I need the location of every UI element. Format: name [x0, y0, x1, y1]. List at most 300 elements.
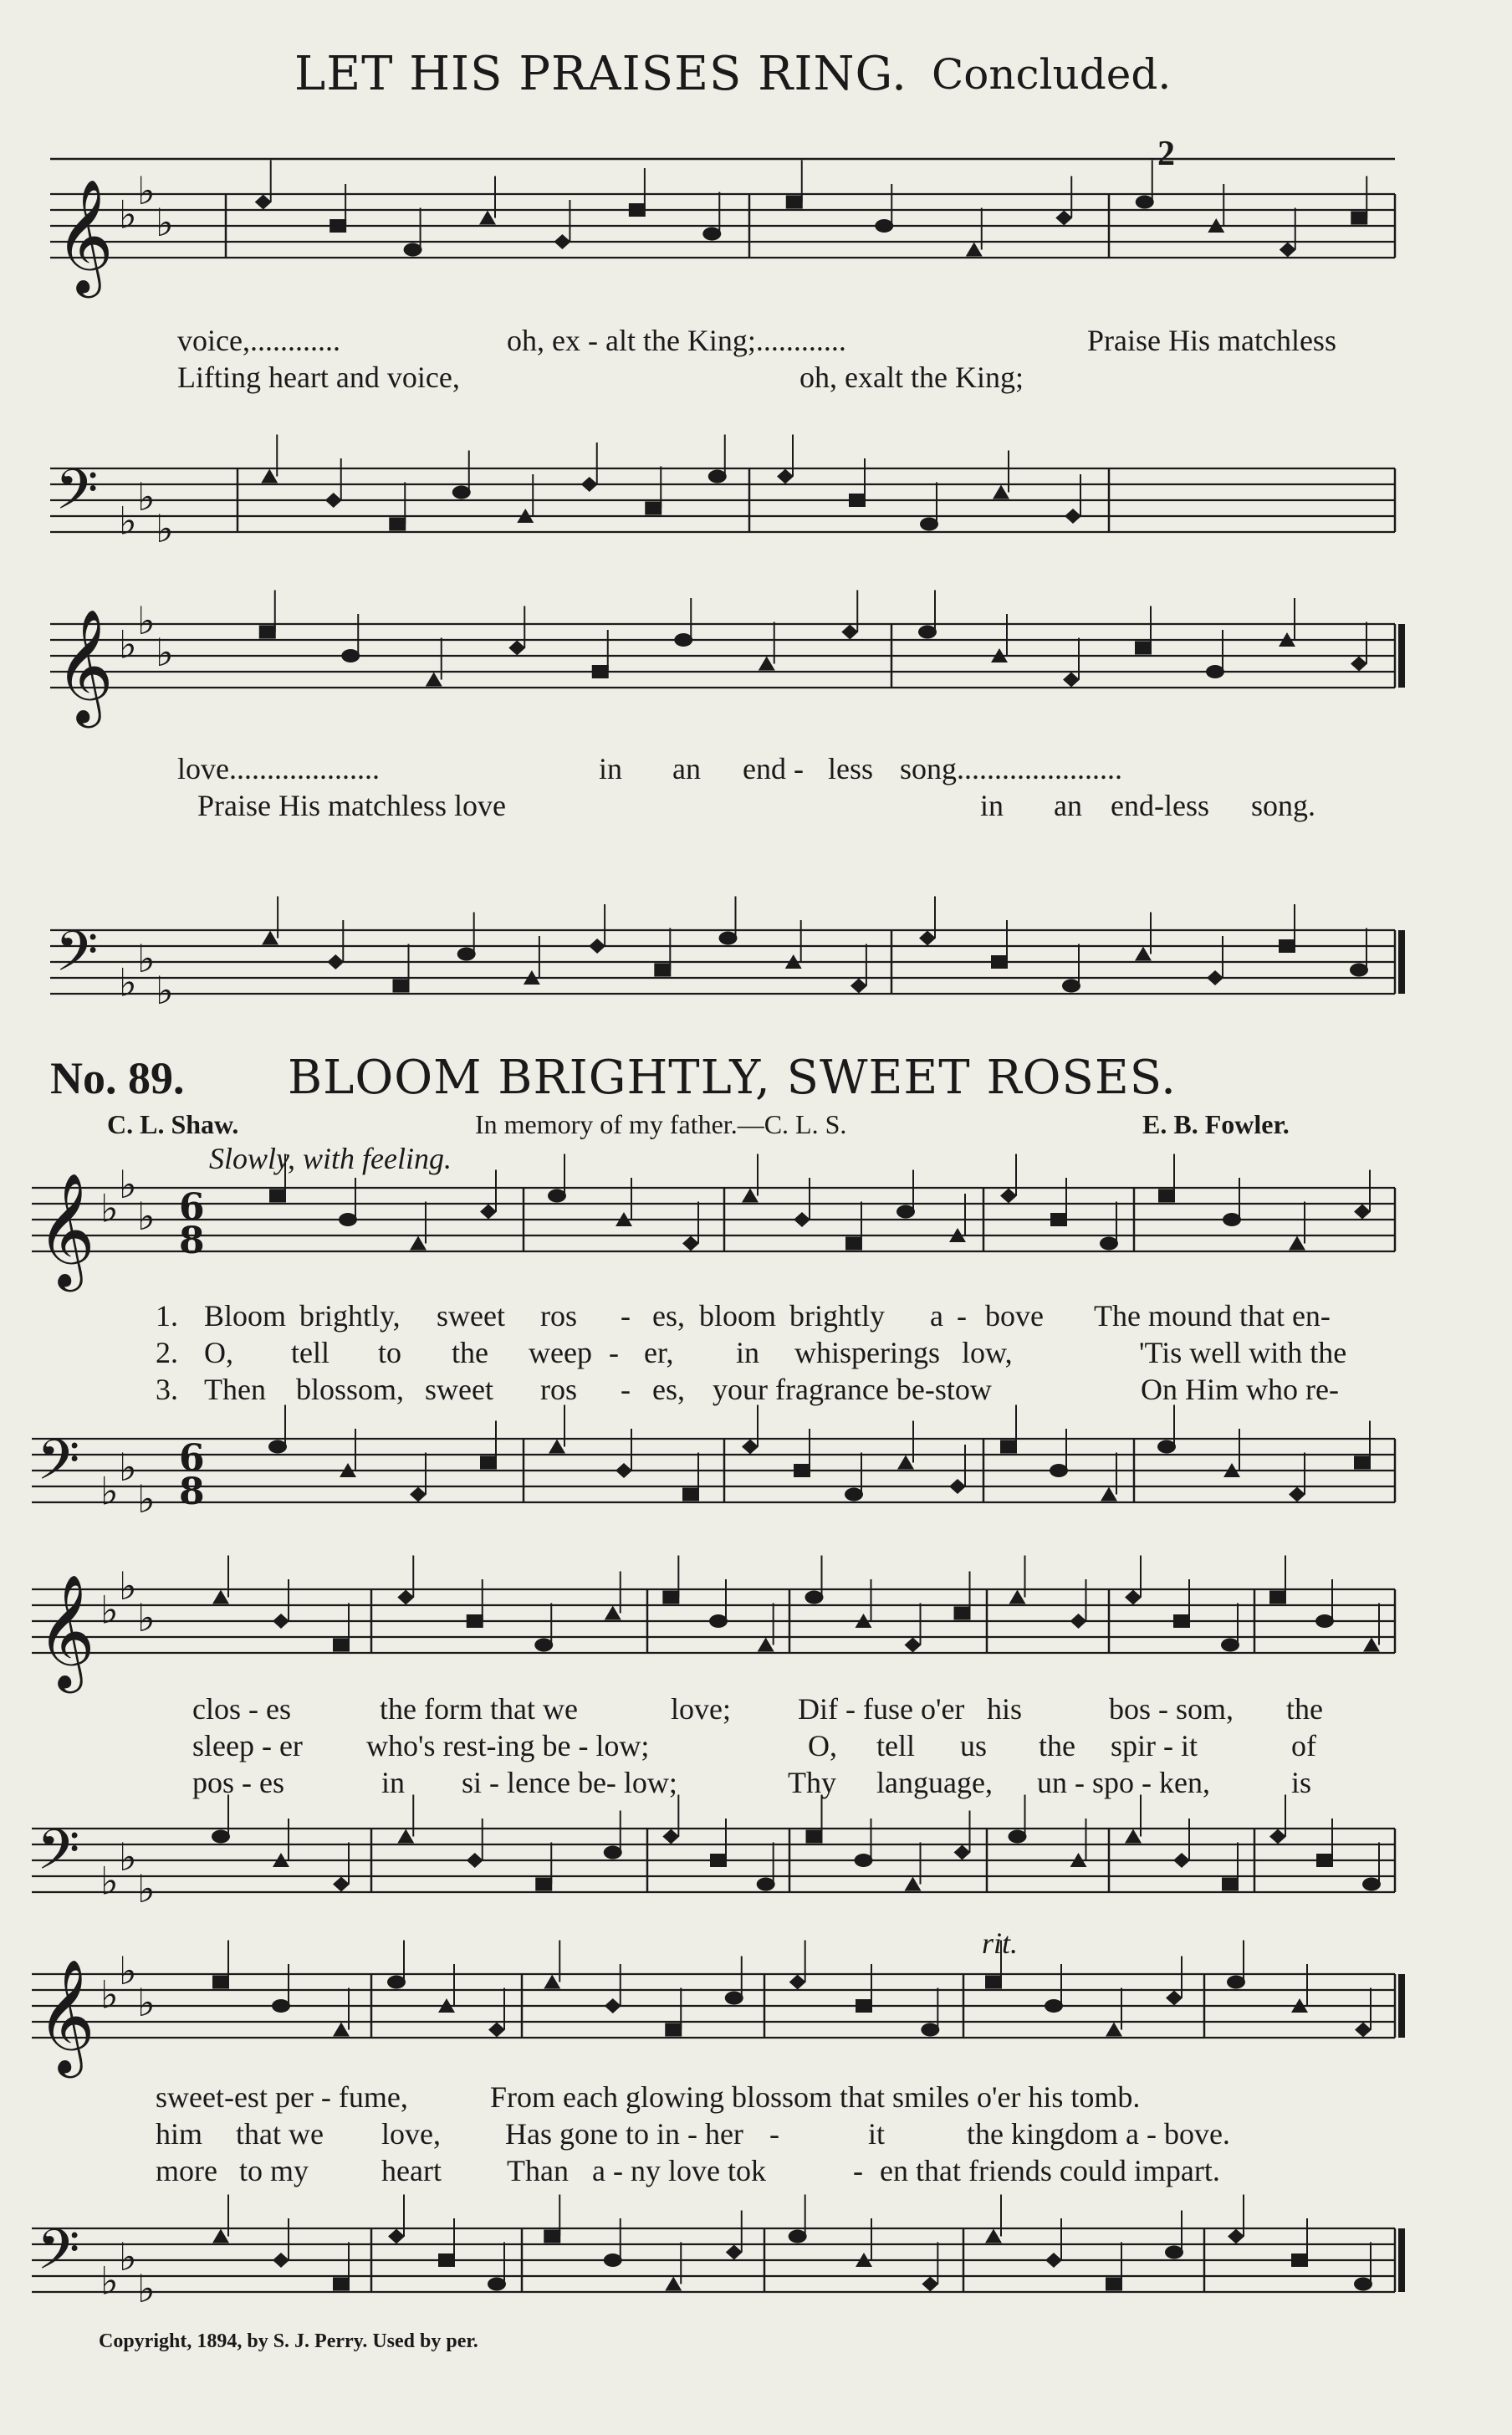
shape-note-la [329, 219, 346, 233]
flat-icon: ♭ [156, 968, 174, 1013]
lyric-word: in [980, 789, 1004, 822]
flat-icon: ♭ [100, 1185, 119, 1231]
treble-staff [50, 168, 1395, 298]
flat-icon: ♭ [137, 1194, 156, 1239]
lyric-word: Lifting heart and voice, [177, 361, 460, 394]
shape-note-fa [1009, 1590, 1026, 1604]
flat-icon: ♭ [119, 2234, 137, 2279]
flat-icon: ♭ [119, 1834, 137, 1880]
lyric-word: Praise His matchless love [197, 789, 506, 822]
shape-note-la [1135, 642, 1152, 655]
lyric-word: pos - es [192, 1766, 284, 1799]
shape-note-la [333, 2278, 350, 2291]
shape-note-sol [1050, 1464, 1068, 1477]
lyric-word: the [1039, 1729, 1075, 1762]
lyric-word: Then [204, 1373, 266, 1406]
shape-note-sol [1062, 980, 1080, 993]
time-signature-bottom: 8 [179, 1220, 205, 1262]
shape-note-sol [1165, 2246, 1183, 2259]
shape-note-mi [410, 1487, 427, 1502]
shape-note-sol [548, 1189, 566, 1203]
shape-note-sol [1157, 1440, 1176, 1454]
lyric-word: en that friends could impart. [880, 2154, 1220, 2187]
treble-clef-icon: 𝄞 [37, 1957, 95, 2073]
shape-note-mi [1063, 673, 1080, 688]
lyric-word: more [156, 2154, 217, 2187]
shape-note-fa [993, 485, 1009, 499]
shape-note-mi [777, 469, 794, 484]
shape-note-mi [616, 1463, 632, 1478]
lyric-word: sweet-est per - fume, [156, 2080, 408, 2114]
shape-note-fa [1101, 1487, 1117, 1501]
lyric-word: who's rest-ing be - low; [366, 1729, 650, 1762]
flat-icon: ♭ [119, 1162, 137, 1207]
shape-note-fa [742, 1189, 759, 1203]
shape-note-la [467, 1614, 483, 1628]
shape-note-sol [604, 1846, 622, 1860]
shape-note-sol [1009, 1830, 1027, 1844]
flat-icon: ♭ [137, 936, 156, 981]
shape-note-mi [333, 1877, 350, 1892]
shape-note-mi [397, 1590, 414, 1605]
final-barline [1398, 2228, 1405, 2292]
lyric-word: tell [291, 1336, 329, 1369]
shape-note-mi [922, 2277, 938, 2292]
lyric-word: in [599, 752, 623, 785]
lyric-word: oh, ex - alt the King;............ [507, 324, 846, 357]
flat-icon: ♭ [100, 1972, 119, 2018]
treble-staff [32, 1563, 1395, 1693]
shape-note-la [438, 2253, 455, 2267]
shape-note-la [1316, 1854, 1333, 1867]
shape-note-fa [1135, 947, 1152, 961]
flat-icon: ♭ [100, 1587, 119, 1633]
flat-icon: ♭ [156, 630, 174, 675]
flat-icon: ♭ [137, 1980, 156, 2025]
shape-note-mi [480, 1205, 497, 1220]
shape-note-mi [605, 1998, 621, 2013]
shape-note-fa [1363, 1638, 1380, 1652]
flat-icon: ♭ [137, 1866, 156, 1911]
lyric-word: sweet [425, 1373, 493, 1406]
flat-icon: ♭ [100, 2258, 119, 2304]
shape-note-fa [426, 673, 442, 687]
shape-note-mi [581, 477, 598, 492]
shape-note-sol [757, 1878, 775, 1891]
shape-note-sol [212, 1830, 230, 1844]
flat-icon: ♭ [137, 2266, 156, 2311]
flat-icon: ♭ [156, 200, 174, 245]
shape-note-sol [268, 1440, 287, 1454]
lyric-word: his [987, 1692, 1023, 1726]
lyric-word: song...................... [900, 752, 1123, 785]
flat-icon: ♭ [119, 622, 137, 668]
shape-note-sol [674, 633, 692, 647]
flat-icon: ♭ [137, 1476, 156, 1522]
shape-note-fa [544, 1975, 560, 1989]
shape-note-sol [845, 1488, 863, 1501]
flat-icon: ♭ [100, 1858, 119, 1904]
lyric-word: sweet [437, 1299, 505, 1333]
shape-note-fa [1106, 2023, 1122, 2037]
shape-note-la [535, 1878, 552, 1891]
lyric-word: language, [876, 1766, 993, 1799]
flat-icon: ♭ [137, 598, 156, 643]
flat-icon: ♭ [137, 474, 156, 519]
shape-note-mi [1045, 2253, 1062, 2268]
shape-note-mi [589, 939, 605, 954]
shape-note-sol [896, 1205, 915, 1219]
bass-staff [32, 1428, 1395, 1522]
lyric-word: O, [204, 1336, 233, 1369]
lyric-word: - [769, 2117, 779, 2151]
flat-icon: ♭ [137, 1595, 156, 1640]
shape-note-mi [841, 625, 858, 640]
shape-note-la [849, 494, 866, 507]
shape-note-fa [261, 469, 278, 483]
lyric-word: love, [381, 2117, 441, 2151]
hymn-title: BLOOM BRIGHTLY, SWEET ROSES. [288, 1051, 1177, 1105]
shape-note-la [480, 1456, 497, 1470]
shape-note-sol [452, 486, 471, 499]
shape-note-sol [702, 228, 721, 241]
shape-note-la [393, 980, 410, 993]
treble-clef-icon: 𝄞 [37, 1573, 95, 1688]
treble-clef-icon: 𝄞 [55, 607, 114, 723]
shape-note-sol [604, 2253, 622, 2267]
flat-icon: ♭ [119, 1563, 137, 1609]
lyric-word: si - lence be- low; [462, 1766, 677, 1799]
lyric-word: - [621, 1299, 631, 1333]
flat-icon: ♭ [156, 506, 174, 551]
shape-note-mi [1228, 2229, 1244, 2244]
shape-note-la [665, 2023, 682, 2037]
lyric-word: end-less [1111, 789, 1209, 822]
shape-note-sol [1227, 1976, 1245, 1989]
shape-note-fa [262, 931, 278, 945]
shape-note-mi [554, 234, 570, 249]
shape-note-la [1269, 1591, 1286, 1604]
composer-credit: E. B. Fowler. [1142, 1109, 1290, 1139]
lyric-word: Than [507, 2154, 569, 2187]
lyric-word: him [156, 2117, 203, 2151]
shape-note-la [1050, 1213, 1067, 1226]
verse-number: 2. [156, 1336, 178, 1369]
shape-note-mi [1055, 211, 1072, 226]
lyric-word: - [853, 2154, 863, 2187]
shape-note-fa [665, 2277, 682, 2291]
shape-note-sol [488, 2278, 506, 2291]
shape-note-la [645, 502, 662, 515]
lyric-word: Has gone to in - her [505, 2117, 743, 2151]
lyric-word: ros [540, 1373, 577, 1406]
flat-icon: ♭ [119, 959, 137, 1005]
lyric-word: 'Tis well with the [1139, 1336, 1347, 1369]
shape-note-la [544, 2230, 560, 2243]
bass-clef-icon: 𝄢 [55, 919, 99, 997]
shape-note-mi [742, 1440, 759, 1455]
shape-note-mi [919, 931, 936, 946]
shape-note-fa [985, 2229, 1002, 2243]
shape-note-sol [1362, 1878, 1381, 1891]
lyric-word: a - ny love tok [592, 2154, 766, 2187]
lyric-word: O, [808, 1729, 837, 1762]
shape-note-fa [758, 1638, 774, 1652]
page-header-continued: Concluded. [932, 50, 1172, 99]
final-barline [1398, 624, 1405, 688]
shape-note-sol [1354, 2278, 1372, 2291]
shape-note-la [629, 203, 646, 217]
lyric-word: end - [743, 752, 804, 785]
shape-note-la [654, 964, 671, 977]
shape-note-mi [1000, 1189, 1017, 1204]
bass-clef-icon: 𝄢 [37, 1428, 80, 1506]
lyric-word: es, [652, 1373, 685, 1406]
shape-note-mi [905, 1638, 922, 1653]
lyric-word: song. [1251, 789, 1316, 822]
shape-note-fa [549, 1440, 565, 1454]
shape-note-la [954, 1607, 971, 1620]
lyric-word: in [736, 1336, 760, 1369]
shape-note-fa [410, 1236, 427, 1251]
shape-note-mi [273, 1614, 289, 1629]
shape-note-fa [1125, 1829, 1142, 1844]
ritardando-marking: rit. [982, 1926, 1019, 1960]
shape-note-sol [339, 1213, 357, 1226]
lyric-word: er, [644, 1336, 674, 1369]
lyric-word: clos - es [192, 1692, 291, 1726]
shape-note-sol [1100, 1237, 1118, 1251]
shape-note-mi [467, 1853, 483, 1868]
flat-icon: ♭ [119, 498, 137, 544]
shape-note-la [806, 1830, 823, 1844]
lyric-word: sleep - er [192, 1729, 303, 1762]
lyric-word: Thy [788, 1766, 836, 1799]
shape-note-mi [1065, 509, 1081, 524]
shape-note-mi [682, 1236, 699, 1251]
lyric-word: whisperings [794, 1336, 940, 1369]
shape-note-la [212, 1976, 229, 1989]
lyric-word: it [868, 2117, 886, 2151]
shape-note-la [333, 1639, 350, 1652]
shape-note-fa [966, 243, 983, 257]
bass-clef-icon: 𝄢 [37, 2218, 80, 2295]
shape-note-la [1354, 1456, 1371, 1470]
shape-note-mi [508, 641, 525, 656]
shape-note-sol [1223, 1213, 1241, 1226]
shape-note-sol [805, 1591, 824, 1604]
shape-note-sol [404, 243, 422, 257]
lyric-word: the [452, 1336, 488, 1369]
shape-note-la [1000, 1440, 1017, 1454]
shape-note-sol [719, 932, 738, 945]
verse-number: 3. [156, 1373, 178, 1406]
shape-note-fa [759, 657, 775, 671]
lyric-word: The mound that en- [1094, 1299, 1331, 1333]
lyric-word: in [381, 1766, 406, 1799]
final-barline [1398, 930, 1405, 994]
shape-note-mi [273, 2253, 289, 2268]
shape-note-sol [789, 2230, 807, 2243]
lyric-word: Praise His matchless [1087, 324, 1336, 357]
lyric-word: a [930, 1299, 943, 1333]
flat-icon: ♭ [100, 1468, 119, 1514]
flat-icon: ♭ [137, 168, 156, 213]
lyric-word: Dif - fuse o'er [798, 1692, 965, 1726]
shape-note-fa [605, 1606, 621, 1620]
shape-note-fa [905, 1877, 922, 1891]
copyright-notice: Copyright, 1894, by S. J. Perry. Used by per. [99, 2330, 478, 2352]
flat-icon: ♭ [119, 1948, 137, 1993]
lyric-word: us [960, 1729, 988, 1762]
shape-note-mi [726, 2245, 743, 2260]
lyric-word: is [1291, 1766, 1312, 1799]
shape-note-la [1158, 1189, 1175, 1203]
treble-clef-icon: 𝄞 [55, 177, 114, 293]
shape-note-la [682, 1488, 699, 1501]
shape-note-fa [397, 1829, 414, 1844]
shape-note-la [1173, 1614, 1190, 1628]
shape-note-la [592, 665, 609, 678]
shape-note-mi [255, 195, 272, 210]
lyric-word: the form that we [380, 1692, 578, 1726]
lyric-word: love; [671, 1692, 731, 1726]
shape-note-sol [387, 1976, 406, 1989]
lyric-word: bove [985, 1299, 1044, 1333]
shape-note-fa [479, 211, 496, 225]
shape-note-sol [918, 626, 937, 639]
shape-note-sol [855, 1854, 873, 1867]
lyric-word: heart [381, 2154, 442, 2187]
lyric-word: - [609, 1336, 619, 1369]
treble-staff [32, 1948, 1395, 2078]
shape-note-sol [725, 1992, 743, 2005]
shape-note-mi [388, 2229, 405, 2244]
shape-note-la [1106, 2278, 1122, 2291]
shape-note-la [856, 1999, 872, 2013]
bass-staff [32, 2218, 1395, 2311]
time-signature-top: 6 [179, 1437, 205, 1480]
lyric-word: of [1291, 1729, 1316, 1762]
lyric-word: es, [652, 1299, 685, 1333]
shape-note-mi [1173, 1853, 1190, 1868]
shape-note-sol [709, 1614, 728, 1628]
lyric-word: to [378, 1336, 402, 1369]
shape-note-la [1279, 939, 1295, 953]
shape-note-mi [488, 2023, 505, 2038]
shape-note-sol [1206, 665, 1224, 678]
shape-note-mi [1289, 1487, 1305, 1502]
lyric-word: the [1286, 1692, 1323, 1726]
shape-note-sol [1045, 1999, 1063, 2013]
time-signature-top: 6 [179, 1186, 205, 1229]
shape-note-fa [212, 1590, 229, 1604]
lyric-word: ros [540, 1299, 577, 1333]
shape-note-sol [1136, 196, 1154, 209]
shape-note-la [985, 1976, 1002, 1989]
hymn-number: No. 89. [50, 1053, 185, 1103]
shape-note-mi [662, 1829, 679, 1844]
shape-note-la [1222, 1878, 1239, 1891]
shape-note-la [259, 626, 276, 639]
flat-icon: ♭ [119, 1445, 137, 1490]
treble-staff [50, 598, 1395, 728]
shape-note-mi [949, 1479, 966, 1494]
shape-note-la [786, 196, 803, 209]
lyric-word: low, [962, 1336, 1013, 1369]
shape-note-mi [1280, 243, 1296, 258]
page-header-title: LET HIS PRAISES RING. [294, 47, 907, 101]
shape-note-la [991, 955, 1008, 969]
volta-ending-number: 2 [1157, 135, 1175, 173]
lyric-word: love.................... [177, 752, 380, 785]
lyric-word: - [621, 1373, 631, 1406]
shape-note-sol [534, 1639, 553, 1652]
shape-note-sol [1350, 964, 1368, 977]
shape-note-mi [1207, 970, 1223, 985]
shape-note-mi [850, 979, 867, 994]
lyric-word: bos - som, [1109, 1692, 1234, 1726]
shape-note-sol [1315, 1614, 1334, 1628]
lyric-word: the kingdom a - bove. [967, 2117, 1230, 2151]
shape-note-mi [1351, 657, 1367, 672]
shape-note-fa [1289, 1236, 1305, 1251]
shape-note-mi [1269, 1829, 1286, 1844]
shape-note-fa [212, 2229, 229, 2243]
shape-note-la [1351, 212, 1367, 225]
lyric-word: voice,............ [177, 324, 340, 357]
bass-clef-icon: 𝄢 [55, 458, 99, 535]
lyricist-credit: C. L. Shaw. [107, 1109, 239, 1139]
shape-note-la [794, 1464, 810, 1477]
shape-note-mi [1355, 2023, 1372, 2038]
shape-note-mi [1070, 1614, 1087, 1629]
lyric-word: to my [239, 2154, 309, 2187]
lyric-word: tell [876, 1729, 915, 1762]
bass-clef-icon: 𝄢 [37, 1818, 80, 1895]
shape-note-sol [875, 219, 893, 233]
dedication-note: In memory of my father.—C. L. S. [475, 1109, 847, 1139]
shape-note-sol [921, 2023, 939, 2037]
lyric-word: your fragrance be-stow [713, 1373, 992, 1406]
shape-note-mi [1354, 1205, 1371, 1220]
verse-number: 1. [156, 1299, 178, 1333]
shape-note-la [1291, 2253, 1308, 2267]
tempo-marking: Slowly, with feeling. [209, 1142, 452, 1175]
lyric-word: brightly [789, 1299, 885, 1333]
shape-note-sol [708, 470, 727, 483]
shape-note-mi [325, 493, 342, 508]
shape-note-mi [794, 1212, 810, 1227]
lyric-word: less [828, 752, 873, 785]
shape-note-mi [789, 1975, 806, 1990]
lyric-word: brightly, [299, 1299, 401, 1333]
lyric-word: bloom [699, 1299, 777, 1333]
shape-note-sol [920, 518, 938, 531]
shape-note-la [389, 518, 406, 531]
shape-note-fa [897, 1455, 914, 1470]
lyric-word: an [1054, 789, 1082, 822]
lyric-word: blossom, [296, 1373, 405, 1406]
lyric-word: an [672, 752, 701, 785]
shape-note-sol [457, 948, 476, 961]
final-barline [1398, 1974, 1405, 2038]
lyric-word: Bloom [204, 1299, 287, 1333]
flat-icon: ♭ [119, 192, 137, 238]
lyric-word: From each glowing blossom that smiles o'er his tomb. [490, 2080, 1141, 2114]
lyric-word: un - spo - ken, [1037, 1766, 1210, 1799]
treble-staff [32, 1162, 1395, 1292]
